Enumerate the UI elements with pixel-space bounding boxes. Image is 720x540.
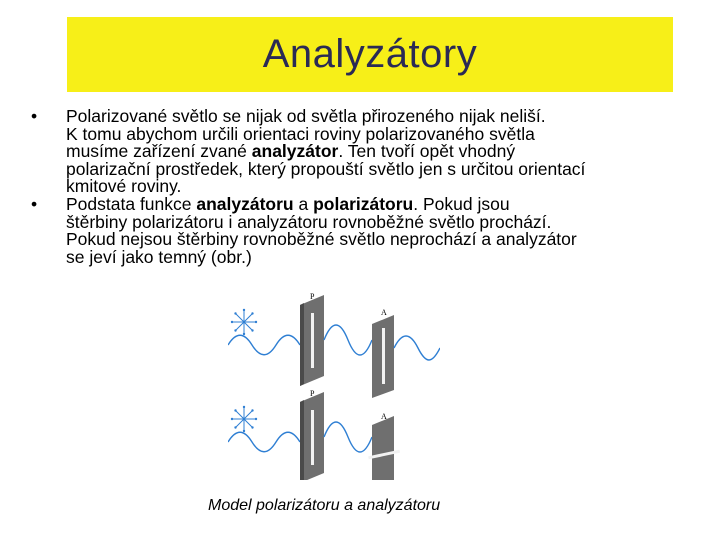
bullet-dot: • bbox=[31, 193, 38, 214]
polarized-wave bbox=[324, 325, 372, 355]
polarizer-plate-edge-2 bbox=[300, 400, 304, 480]
star-ray-tip bbox=[234, 426, 236, 428]
bullet-item bbox=[30, 108, 680, 196]
star-ray bbox=[244, 411, 252, 419]
star-ray-tip bbox=[255, 321, 257, 323]
star-ray bbox=[244, 322, 252, 330]
analyzer-label: A bbox=[381, 308, 387, 317]
text-run: Polarizované světlo se nijak od světla přirozeného nijak neliší. bbox=[66, 106, 546, 126]
star-ray-tip bbox=[231, 418, 233, 420]
polarizer-analyzer-figure bbox=[228, 290, 440, 480]
analyzer-plate-2 bbox=[372, 416, 394, 480]
polarized-wave-2 bbox=[324, 422, 372, 452]
star-ray-tip bbox=[234, 312, 236, 314]
star-ray bbox=[244, 419, 252, 427]
panel-crossed bbox=[228, 389, 400, 480]
star-ray bbox=[236, 322, 244, 330]
text-run: polarizační prostředek, který propouští světlo jen s určitou orientací bbox=[66, 158, 586, 179]
polarizer-label: P bbox=[310, 292, 315, 301]
unpolarized-light-star-icon bbox=[231, 309, 257, 335]
bullet-item bbox=[30, 193, 680, 267]
text-run: štěrbiny polarizátoru i analyzátoru rovnoběžné světlo prochází. bbox=[66, 211, 552, 232]
star-ray-tip bbox=[251, 426, 253, 428]
text-run: . Pokud jsou bbox=[413, 193, 510, 214]
star-ray-tip bbox=[251, 329, 253, 331]
panel-parallel bbox=[228, 292, 440, 398]
text-run: K tomu abychom určili orientaci roviny polarizovaného světla bbox=[66, 123, 535, 144]
star-ray-tip bbox=[231, 321, 233, 323]
star-ray bbox=[236, 411, 244, 419]
polarizer-plate-edge bbox=[300, 303, 304, 386]
polarizer-label-2: P bbox=[310, 389, 315, 398]
bullet-list bbox=[30, 108, 680, 266]
text-run: . Ten tvoří opět vhodný bbox=[338, 141, 516, 162]
text-run: Pokud nejsou štěrbiny rovnoběžné světlo neprochází a analyzátor bbox=[66, 229, 577, 250]
star-ray bbox=[236, 314, 244, 322]
bullet-dot: • bbox=[31, 106, 38, 126]
text-run: se jeví jako temný (obr.) bbox=[66, 246, 252, 267]
transmitted-wave bbox=[394, 336, 440, 360]
bold-term: polarizátoru bbox=[313, 193, 414, 214]
star-ray bbox=[236, 419, 244, 427]
text-run: Podstata funkce bbox=[66, 193, 197, 214]
polarizer-slit-2 bbox=[311, 410, 314, 465]
analyzer-slit bbox=[382, 328, 385, 384]
text-run: a bbox=[293, 193, 314, 214]
figure-caption: Model polarizátoru a analyzátoru bbox=[208, 497, 441, 514]
star-ray-tip bbox=[251, 312, 253, 314]
star-ray-tip bbox=[234, 329, 236, 331]
star-ray-tip bbox=[234, 409, 236, 411]
incoming-wave-2 bbox=[228, 432, 300, 452]
analyzer-label-2: A bbox=[381, 412, 387, 421]
polarizer-slit bbox=[311, 313, 314, 368]
bold-term: analyzátor bbox=[251, 141, 339, 162]
slide-title: Analyzátory bbox=[262, 32, 478, 76]
star-ray-tip bbox=[243, 309, 245, 311]
bold-term: analyzátoru bbox=[196, 193, 294, 214]
star-ray bbox=[244, 314, 252, 322]
text-run: kmitové roviny. bbox=[66, 176, 182, 197]
bullet-line bbox=[66, 246, 680, 267]
star-ray-tip bbox=[243, 430, 245, 432]
unpolarized-light-star-icon-2 bbox=[231, 406, 257, 432]
star-ray-tip bbox=[251, 409, 253, 411]
text-run: musíme zařízení zvané bbox=[66, 141, 252, 162]
title-banner bbox=[67, 17, 673, 92]
star-ray-tip bbox=[243, 406, 245, 408]
star-ray-tip bbox=[255, 418, 257, 420]
star-ray-tip bbox=[243, 333, 245, 335]
incoming-wave bbox=[228, 335, 300, 355]
